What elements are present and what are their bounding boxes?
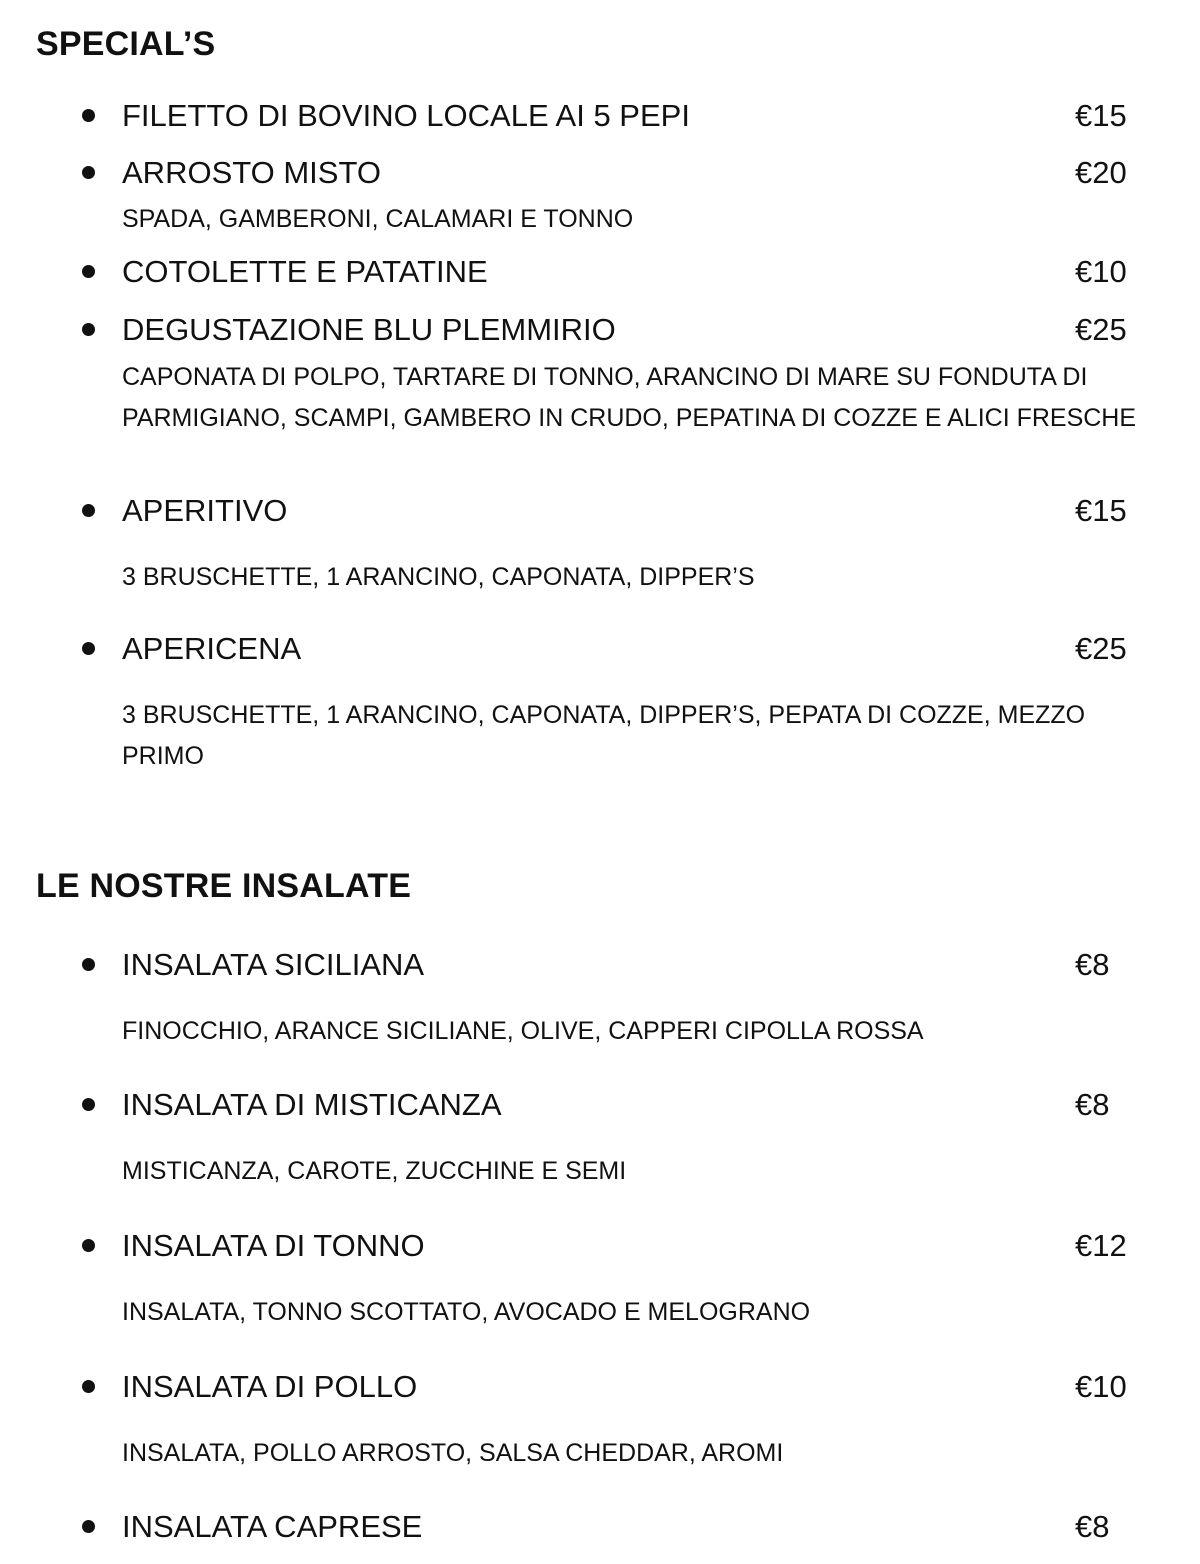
item-name: INSALATA DI TONNO	[122, 1228, 425, 1263]
item-price: €25	[1075, 631, 1127, 666]
item-name: INSALATA DI MISTICANZA	[122, 1087, 502, 1122]
item-name: INSALATA CAPRESE	[122, 1509, 423, 1544]
menu-item-insalata-caprese	[0, 1507, 1200, 1547]
item-name: FILETTO DI BOVINO LOCALE AI 5 PEPI	[122, 98, 690, 133]
item-name: DEGUSTAZIONE BLU PLEMMIRIO	[122, 312, 616, 347]
item-description: INSALATA, POLLO ARROSTO, SALSA CHEDDAR, AROMI	[122, 1439, 784, 1467]
menu-item-apericena	[0, 629, 1200, 669]
item-name: APERITIVO	[122, 493, 288, 528]
item-description: 3 BRUSCHETTE, 1 ARANCINO, CAPONATA, DIPPER’S, PEPATA DI COZZE, MEZZO PRIMO	[122, 701, 1086, 770]
item-name: COTOLETTE E PATATINE	[122, 254, 488, 289]
item-price: €25	[1075, 312, 1127, 347]
specials-heading: SPECIAL’S	[36, 25, 216, 63]
item-price: €10	[1075, 1369, 1127, 1404]
item-description: INSALATA, TONNO SCOTTATO, AVOCADO E MELOGRANO	[122, 1298, 811, 1326]
item-price: €20	[1075, 155, 1127, 190]
item-description: CAPONATA DI POLPO, TARTARE DI TONNO, ARANCINO DI MARE SU FONDUTA DI PARMIGIANO, SCAMPI, GAMBERO IN CRUDO, PEPATINA DI COZZE E ALICI FRESCHE	[122, 363, 1137, 432]
salads-heading: LE NOSTRE INSALATE	[36, 867, 412, 905]
menu-item-insalata-tonno	[0, 1226, 1200, 1266]
item-description: FINOCCHIO, ARANCE SICILIANE, OLIVE, CAPPERI CIPOLLA ROSSA	[122, 1017, 924, 1045]
menu-item-cotolette	[0, 252, 1200, 292]
item-name: INSALATA SICILIANA	[122, 947, 425, 982]
menu-item-degustazione	[0, 310, 1200, 350]
bullet-icon	[82, 642, 95, 655]
bullet-icon	[82, 109, 95, 122]
item-description: MISTICANZA, CAROTE, ZUCCHINE E SEMI	[122, 1157, 627, 1185]
menu-item-arrosto-misto	[0, 153, 1200, 193]
bullet-icon	[82, 504, 95, 517]
item-name: INSALATA DI POLLO	[122, 1369, 418, 1404]
bullet-icon	[82, 1380, 95, 1393]
bullet-icon	[82, 265, 95, 278]
item-name: APERICENA	[122, 631, 302, 666]
item-price: €8	[1075, 1509, 1110, 1544]
bullet-icon	[82, 1098, 95, 1111]
menu-item-aperitivo	[0, 491, 1200, 531]
menu-item-insalata-misticanza	[0, 1085, 1200, 1125]
bullet-icon	[82, 958, 95, 971]
bullet-icon	[82, 166, 95, 179]
item-name: ARROSTO MISTO	[122, 155, 381, 190]
item-price: €8	[1075, 1087, 1110, 1122]
menu-item-insalata-siciliana	[0, 945, 1200, 985]
item-price: €15	[1075, 98, 1127, 133]
item-price: €12	[1075, 1228, 1127, 1263]
item-description: SPADA, GAMBERONI, CALAMARI E TONNO	[122, 205, 634, 233]
bullet-icon	[82, 1239, 95, 1252]
item-price: €15	[1075, 493, 1127, 528]
menu-item-insalata-pollo	[0, 1367, 1200, 1407]
bullet-icon	[82, 1520, 95, 1533]
item-price: €10	[1075, 254, 1127, 289]
bullet-icon	[82, 323, 95, 336]
menu-item-filetto	[0, 96, 1200, 136]
item-description: 3 BRUSCHETTE, 1 ARANCINO, CAPONATA, DIPPER’S	[122, 563, 755, 591]
item-price: €8	[1075, 947, 1110, 982]
